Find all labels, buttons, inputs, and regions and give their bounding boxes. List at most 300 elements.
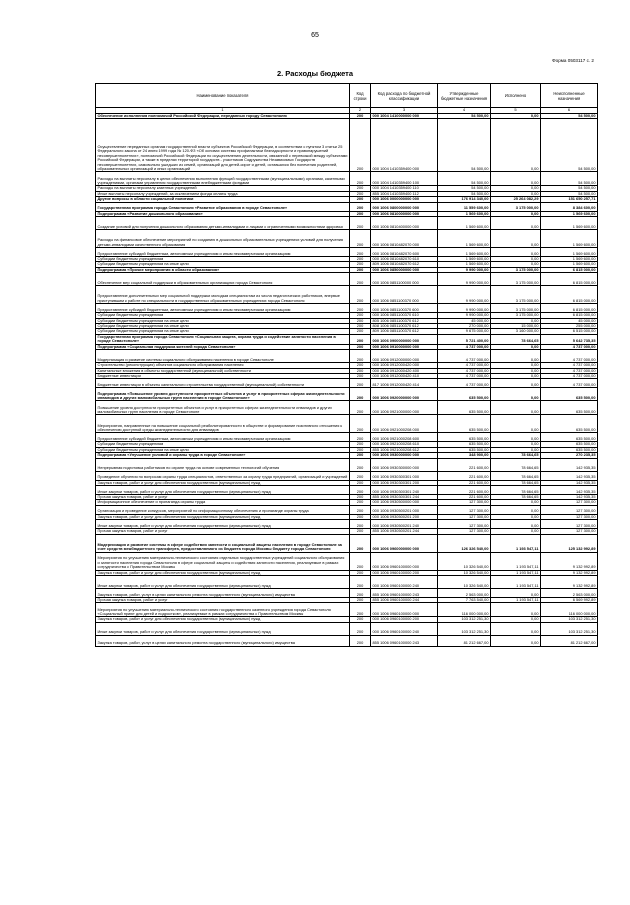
- row-classification: 000 1006 0810482070 610: [371, 257, 438, 262]
- row-executed: 3 175 000,00: [491, 202, 541, 211]
- row-classification: 000 1006 0850000000 000: [371, 267, 438, 272]
- row-code: 200: [350, 114, 371, 119]
- row-name: Государственная программа города Севастополя «Развитие образования в городе Севастополе»: [96, 202, 350, 211]
- row-approved: 4 737 000,00: [438, 373, 491, 378]
- row-classification: 000 1006 0960100000 200: [371, 617, 438, 622]
- row-unexecuted: 127 300,00: [541, 505, 598, 514]
- row-unexecuted: 103 312 251,30: [541, 622, 598, 635]
- row-classification: 000 1006 0810000000 000: [371, 211, 438, 216]
- row-name: Повышение уровня доступности приоритетных объектов и услуг в приоритетных сферах жизнедеятельности инвалидов и других маломобильных групп населения в городе Севастополе: [96, 401, 350, 415]
- row-approved: 10 326 540,00: [438, 552, 491, 570]
- row-unexecuted: 635 500,00: [541, 442, 598, 447]
- row-executed: 0,00: [491, 119, 541, 172]
- row-classification: 000 1006 0912000420 400: [371, 368, 438, 373]
- row-classification: 805 1006 0851100370 612: [371, 318, 438, 323]
- row-name: Мероприятия, направленные на повышение социальной реабилитированности в обществе и формирование позитивного отношения к обеспечению доступной среды жизнедеятельности для инвалидов: [96, 415, 350, 433]
- table-row: [96, 334, 598, 344]
- row-name: Предоставление субсидий бюджетным, автономным учреждениям и иным некоммерческим организациям: [96, 433, 350, 442]
- row-code: 200: [350, 373, 371, 378]
- form-code: Форма 0503117 с. 2: [552, 58, 594, 63]
- row-code: 200: [350, 500, 371, 505]
- row-unexecuted: 9 132 992,89: [541, 552, 598, 570]
- row-approved: 9 990 000,00: [438, 273, 491, 286]
- table-row: [96, 622, 598, 635]
- row-code: 200: [350, 350, 371, 363]
- row-name: Субсидии бюджетным учреждениям на иные цели: [96, 318, 350, 323]
- row-unexecuted: 6 815 000,00: [541, 313, 598, 318]
- row-classification: 000 1006 0920000000 000: [371, 388, 438, 401]
- row-executed: 0,00: [491, 217, 541, 230]
- row-approved: 54 500,00: [438, 119, 491, 172]
- row-unexecuted: 54 500,00: [541, 186, 598, 191]
- row-approved: 1 569 600,00: [438, 217, 491, 230]
- row-approved: 81 212 667,00: [438, 635, 491, 646]
- row-code: 200: [350, 313, 371, 318]
- row-approved: 1 569 600,00: [438, 248, 491, 257]
- row-code: 200: [350, 368, 371, 373]
- row-executed: 25 264 082,29: [491, 197, 541, 202]
- table-row: [96, 401, 598, 415]
- table-row: [96, 505, 598, 514]
- row-classification: 000 1006 0930300301 240: [371, 485, 438, 494]
- row-unexecuted: 1 569 600,00: [541, 211, 598, 216]
- row-classification: 000 1006 0912000420 000: [371, 363, 438, 368]
- row-approved: 4 737 000,00: [438, 344, 491, 349]
- row-approved: 348 900,00: [438, 453, 491, 458]
- row-approved: 54 500,00: [438, 186, 491, 191]
- row-name: Иные закупки товаров, работ и услуг для обеспечения государственных (муниципальных) нужд: [96, 520, 350, 529]
- row-classification: 000 1006 0960100000 200: [371, 570, 438, 575]
- column-number: 3: [371, 108, 438, 114]
- row-name: Закупка товаров, работ и услуг для обеспечения государственных (муниципальных) нужд: [96, 570, 350, 575]
- row-name: Закупка товаров, работ и услуг для обеспечения государственных (муниципальных) нужд: [96, 514, 350, 519]
- row-executed: 78 664,65: [491, 334, 541, 344]
- row-approved: 4 737 000,00: [438, 363, 491, 368]
- row-classification: 000 1004 1410359400 100: [371, 172, 438, 186]
- table-row: [96, 119, 598, 172]
- row-approved: 635 500,00: [438, 447, 491, 452]
- table-row: [96, 248, 598, 257]
- row-approved: 127 300,00: [438, 500, 491, 505]
- row-name: Расходы на выплаты персоналу казенных учреждений: [96, 186, 350, 191]
- header-approved: Утвержденные бюджетные назначения: [438, 84, 491, 108]
- row-classification: 000 1006 0960100000 000: [371, 603, 438, 617]
- row-executed: 0,00: [491, 191, 541, 196]
- row-name: Субсидии бюджетным учреждениям на иные цели: [96, 329, 350, 334]
- row-classification: 000 1006 0810482070 000: [371, 230, 438, 248]
- row-classification: 000 1006 0960000000 000: [371, 534, 438, 552]
- row-executed: 0,00: [491, 433, 541, 442]
- row-unexecuted: 6 815 000,00: [541, 304, 598, 313]
- row-executed: 3 175 000,00: [491, 286, 541, 304]
- row-executed: 78 664,65: [491, 453, 541, 458]
- row-executed: 0,00: [491, 211, 541, 216]
- row-code: 200: [350, 485, 371, 494]
- row-code: 200: [350, 172, 371, 186]
- row-classification: 000 1006 0851100370 000: [371, 286, 438, 304]
- table-row: [96, 433, 598, 442]
- row-executed: 0,00: [491, 368, 541, 373]
- row-executed: 0,00: [491, 529, 541, 534]
- row-executed: 3 175 000,00: [491, 267, 541, 272]
- row-executed: 0,00: [491, 344, 541, 349]
- row-name: Подпрограмма «Улучшение условий и охраны труда в городе Севастополе»: [96, 453, 350, 458]
- row-executed: 0,00: [491, 588, 541, 597]
- row-unexecuted: 4 737 000,00: [541, 350, 598, 363]
- row-unexecuted: 635 500,00: [541, 388, 598, 401]
- row-classification: 855 1006 0930500201 244: [371, 529, 438, 534]
- row-unexecuted: 1 569 600,00: [541, 217, 598, 230]
- table-row: [96, 273, 598, 286]
- row-executed: 78 664,65: [491, 471, 541, 480]
- row-name: Прочая закупка товаров, работ и услуг: [96, 529, 350, 534]
- row-classification: 000 1004 1410359400 000: [371, 119, 438, 172]
- row-classification: 000 1006 0930500201 240: [371, 520, 438, 529]
- row-code: 200: [350, 622, 371, 635]
- row-code: 200: [350, 379, 371, 388]
- table-row: [96, 471, 598, 480]
- row-executed: 1 193 547,11: [491, 597, 541, 602]
- table-row: [96, 415, 598, 433]
- row-name: Создание условий для получения дошкольного образования детьми-инвалидами и лицами с ограниченными возможностями здоровья: [96, 217, 350, 230]
- row-executed: 0,00: [491, 514, 541, 519]
- row-code: 200: [350, 248, 371, 257]
- row-name: Бюджетные инвестиции в объекты капитального строительства государственной (муниципальной) собственности: [96, 379, 350, 388]
- row-classification: 000 1006 0930300301 200: [371, 480, 438, 485]
- row-unexecuted: 4 737 000,00: [541, 368, 598, 373]
- row-name: Строительство (реконструкция) объектов социального обслуживания населения: [96, 363, 350, 368]
- row-unexecuted: 142 935,35: [541, 485, 598, 494]
- row-approved: 127 300,00: [438, 514, 491, 519]
- row-code: 200: [350, 344, 371, 349]
- row-code: 200: [350, 202, 371, 211]
- row-unexecuted: 54 500,00: [541, 114, 598, 119]
- row-approved: 9 990 000,00: [438, 267, 491, 272]
- row-approved: 127 300,00: [438, 505, 491, 514]
- row-approved: 1 569 600,00: [438, 257, 491, 262]
- row-executed: 78 664,65: [491, 480, 541, 485]
- row-code: 200: [350, 520, 371, 529]
- row-unexecuted: 6 815 000,00: [541, 286, 598, 304]
- row-executed: 3 175 000,00: [491, 313, 541, 318]
- header-name: Наименование показателя: [96, 84, 350, 108]
- row-executed: 15 000,00: [491, 324, 541, 329]
- row-code: 200: [350, 447, 371, 452]
- row-approved: 116 000 000,00: [438, 603, 491, 617]
- row-unexecuted: 127 300,00: [541, 529, 598, 534]
- row-unexecuted: 127 300,00: [541, 520, 598, 529]
- row-name: Субсидии бюджетным учреждениям на иные цели: [96, 262, 350, 267]
- row-executed: 0,00: [491, 520, 541, 529]
- row-classification: 000 1006 0930300301 000: [371, 471, 438, 480]
- row-executed: 1 193 547,11: [491, 575, 541, 588]
- row-approved: 127 300,00: [438, 520, 491, 529]
- row-classification: 855 1006 0960100000 244: [371, 597, 438, 602]
- row-approved: 127 300,00: [438, 529, 491, 534]
- row-approved: 635 500,00: [438, 401, 491, 415]
- row-unexecuted: 4 737 000,00: [541, 379, 598, 388]
- row-code: 200: [350, 230, 371, 248]
- row-classification: 855 1006 0921000208 612: [371, 447, 438, 452]
- row-approved: 176 914 340,00: [438, 197, 491, 202]
- row-executed: 0,00: [491, 505, 541, 514]
- row-executed: 0,00: [491, 442, 541, 447]
- section-title: 2. Расходы бюджета: [276, 69, 354, 78]
- row-code: 200: [350, 318, 371, 323]
- row-code: 200: [350, 471, 371, 480]
- row-classification: 000 1004 1410000000 000: [371, 114, 438, 119]
- row-unexecuted: 4 737 000,00: [541, 373, 598, 378]
- row-executed: 1 193 547,11: [491, 570, 541, 575]
- row-code: 200: [350, 257, 371, 262]
- row-name: Обеспечение мер социальной поддержки в образовательных организациях города Севастополя: [96, 273, 350, 286]
- row-name: Организация и проведение конкурсов, мероприятий по информационному обеспечению и пропаганде охраны труда: [96, 505, 350, 514]
- row-unexecuted: 1 569 600,00: [541, 230, 598, 248]
- row-executed: 0,00: [491, 318, 541, 323]
- row-approved: 221 600,00: [438, 485, 491, 494]
- row-code: 200: [350, 603, 371, 617]
- row-name: Предоставление субсидий бюджетным, автономным учреждениям и иным некоммерческим организациям: [96, 304, 350, 313]
- row-classification: 000 1006 0912000000 000: [371, 350, 438, 363]
- table-row: [96, 304, 598, 313]
- row-unexecuted: 103 312 251,30: [541, 617, 598, 622]
- row-unexecuted: 54 500,00: [541, 119, 598, 172]
- row-approved: 635 500,00: [438, 433, 491, 442]
- row-executed: 78 664,65: [491, 494, 541, 499]
- table-row: [96, 588, 598, 597]
- row-unexecuted: 9 132 992,89: [541, 570, 598, 575]
- table-row: [96, 388, 598, 401]
- row-classification: 855 1006 0960100000 243: [371, 588, 438, 597]
- row-classification: 808 1006 0851100370 612: [371, 324, 438, 329]
- row-approved: 635 500,00: [438, 415, 491, 433]
- header-classification: Код расхода по бюджетной классификации: [371, 84, 438, 108]
- row-executed: 0,00: [491, 401, 541, 415]
- row-classification: 000 1006 0900000000 000: [371, 334, 438, 344]
- row-approved: 4 737 000,00: [438, 368, 491, 373]
- table-row: [96, 350, 598, 363]
- column-number: 6: [541, 108, 598, 114]
- row-approved: 103 312 251,30: [438, 622, 491, 635]
- row-name: Иные выплаты персоналу учреждений, за исключением фонда оплаты труда: [96, 191, 350, 196]
- row-approved: 221 600,00: [438, 458, 491, 471]
- row-code: 200: [350, 286, 371, 304]
- row-unexecuted: 125 132 992,89: [541, 534, 598, 552]
- row-name: Непрерывная подготовка работников по охране труда на основе современных технологий обучения: [96, 458, 350, 471]
- row-name: Мероприятия по улучшению материально-технического состояния государственного казенного учреждения города Севастополя «Социальный приют для детей и подростков», реализуемые в рамках сотрудничества с Правительством Москвы: [96, 603, 350, 617]
- row-name: Модернизация и развитие системы социального обслуживания населения в городе Севастополе: [96, 350, 350, 363]
- row-approved: 54 500,00: [438, 191, 491, 196]
- row-unexecuted: 9 132 992,89: [541, 575, 598, 588]
- row-executed: 0,00: [491, 603, 541, 617]
- row-code: 200: [350, 415, 371, 433]
- row-approved: 54 500,00: [438, 172, 491, 186]
- row-name: Расходы на финансовое обеспечение мероприятий по созданию в дошкольных образовательных учреждениях условий для получения детьми-инвалидами качественного образования: [96, 230, 350, 248]
- row-code: 200: [350, 617, 371, 622]
- row-classification: 000 1006 0800000000 000: [371, 202, 438, 211]
- row-executed: 0,00: [491, 257, 541, 262]
- row-executed: 0,00: [491, 373, 541, 378]
- row-unexecuted: 142 935,35: [541, 458, 598, 471]
- row-executed: 3 175 000,00: [491, 273, 541, 286]
- row-code: 200: [350, 267, 371, 272]
- row-executed: 0,00: [491, 114, 541, 119]
- row-code: 200: [350, 363, 371, 368]
- row-name: Прочая закупка товаров, работ и услуг: [96, 597, 350, 602]
- row-approved: 1 569 600,00: [438, 211, 491, 216]
- row-classification: 000 1006 0810400000 000: [371, 217, 438, 230]
- row-name: Подпрограмма «Прочие мероприятия в области образования»: [96, 267, 350, 272]
- header-executed: Исполнено: [491, 84, 541, 108]
- row-name: Подпрограмма «Повышение уровня доступности приоритетных объектов и услуг в приоритетных сферах жизнедеятельности инвалидов и других маломобильных групп населения в городе Севастополе»: [96, 388, 350, 401]
- row-unexecuted: 1 569 600,00: [541, 262, 598, 267]
- table-row: [96, 520, 598, 529]
- row-approved: 126 326 540,00: [438, 534, 491, 552]
- row-code: 200: [350, 388, 371, 401]
- table-row: [96, 202, 598, 211]
- row-code: 200: [350, 588, 371, 597]
- row-unexecuted: 45 000,00: [541, 318, 598, 323]
- row-code: 200: [350, 273, 371, 286]
- row-code: 200: [350, 635, 371, 646]
- table-row: [96, 286, 598, 304]
- row-code: 200: [350, 534, 371, 552]
- row-approved: 45 000,00: [438, 318, 491, 323]
- row-classification: 000 1006 0851100370 610: [371, 313, 438, 318]
- row-code: 200: [350, 442, 371, 447]
- row-approved: 1 569 600,00: [438, 262, 491, 267]
- row-unexecuted: 81 212 667,00: [541, 635, 598, 646]
- row-code: 200: [350, 324, 371, 329]
- row-classification: 000 1006 0930500201 000: [371, 505, 438, 514]
- row-classification: 855 1006 0930300301 244: [371, 494, 438, 499]
- row-approved: 54 500,00: [438, 114, 491, 119]
- row-unexecuted: 8 384 600,00: [541, 202, 598, 211]
- row-executed: 0,00: [491, 388, 541, 401]
- row-code: 200: [350, 119, 371, 172]
- row-unexecuted: 1 569 600,00: [541, 248, 598, 257]
- page-number: 65: [311, 32, 319, 39]
- row-classification: 000 1006 0930300000 000: [371, 458, 438, 471]
- row-unexecuted: 6 815 000,00: [541, 267, 598, 272]
- row-classification: 000 1006 0960100000 240: [371, 622, 438, 635]
- row-unexecuted: 6 815 000,00: [541, 273, 598, 286]
- row-executed: 1 193 547,11: [491, 534, 541, 552]
- row-unexecuted: 127 300,00: [541, 514, 598, 519]
- row-name: Прочая закупка товаров, работ и услуг: [96, 494, 350, 499]
- row-name: Капитальные вложения в объекты государственной (муниципальной) собственности: [96, 368, 350, 373]
- row-classification: 000 1006 0851100000 000: [371, 273, 438, 286]
- row-approved: 7 763 540,00: [438, 597, 491, 602]
- row-name: Субсидии бюджетным учреждениям: [96, 313, 350, 318]
- column-number: 2: [350, 108, 371, 114]
- row-unexecuted: 1 569 600,00: [541, 257, 598, 262]
- row-approved: 9 990 000,00: [438, 304, 491, 313]
- row-unexecuted: 2 563 000,00: [541, 588, 598, 597]
- row-code: 200: [350, 186, 371, 191]
- table-row: [96, 379, 598, 388]
- row-code: 200: [350, 433, 371, 442]
- column-number: 4: [438, 108, 491, 114]
- row-unexecuted: 5 642 735,35: [541, 334, 598, 344]
- table-row: [96, 635, 598, 646]
- row-name: Информационное обеспечение и пропаганда охраны труда: [96, 500, 350, 505]
- row-name: Предоставление дополнительных мер социальной поддержки молодым специалистам из числа педагогических работников, впервые приступившим к работе по специальности в государственных образовательных учреждениях города Севастополя: [96, 286, 350, 304]
- row-unexecuted: 54 500,00: [541, 191, 598, 196]
- row-name: Модернизация и развитие системы в сфере содействия занятости и социальной защиты населения в городе Севастополе за счет средств межбюджетного трансферта, предоставляемого из бюджета города Москвы бюджету города Севастополя: [96, 534, 350, 552]
- row-classification: 000 1006 0921000208 600: [371, 433, 438, 442]
- row-executed: 0,00: [491, 500, 541, 505]
- row-classification: 000 1006 0930500201 200: [371, 514, 438, 519]
- row-code: 200: [350, 217, 371, 230]
- row-approved: 9 990 000,00: [438, 313, 491, 318]
- row-executed: 3 175 000,00: [491, 304, 541, 313]
- row-approved: 9 675 000,00: [438, 329, 491, 334]
- row-approved: 5 721 400,00: [438, 334, 491, 344]
- row-classification: 000 1006 0851100370 600: [371, 304, 438, 313]
- row-unexecuted: 142 935,35: [541, 494, 598, 499]
- row-name: Иные закупки товаров, работ и услуг для обеспечения государственных (муниципальных) нужд: [96, 575, 350, 588]
- row-classification: 000 1006 0912000420 410: [371, 373, 438, 378]
- row-name: Другие вопросы в области социальной политики: [96, 197, 350, 202]
- row-classification: 000 1006 0921000208 000: [371, 415, 438, 433]
- row-executed: 0,00: [491, 635, 541, 646]
- row-code: 200: [350, 453, 371, 458]
- row-classification: 000 1006 0910000000 000: [371, 344, 438, 349]
- row-code: 200: [350, 211, 371, 216]
- row-code: 200: [350, 505, 371, 514]
- row-name: Иные закупки товаров, работ и услуг для обеспечения государственных (муниципальных) нужд: [96, 622, 350, 635]
- row-approved: 103 312 251,30: [438, 617, 491, 622]
- row-classification: 000 1006 0930500000 000: [371, 500, 438, 505]
- row-unexecuted: 4 737 000,00: [541, 344, 598, 349]
- row-name: Осуществление переданных органам государственной власти субъектов Российской Федерации, в соответствии с пунктом 3 статьи 25 Федерального закона от 24 июня 1999 года № 120-ФЗ «Об основах системы профилактики безнадзорности и правонарушений несовершеннолетних», полномочий Российской Федерации по осуществлению деятельности, связанной с перевозкой между субъектами Российской Федерации, а также в пределах территорий государств - участников Содружества Независимых Государств несовершеннолетних, самовольно ушедших из семей, организаций для детей-сирот и детей, оставшихся без попечения родителей, образовательных организаций и иных организаций: [96, 119, 350, 172]
- row-name: Обеспечение исполнения полномочий Российской Федерации, переданных городу Севастополю: [96, 114, 350, 119]
- row-approved: 9 990 000,00: [438, 286, 491, 304]
- row-executed: 0,00: [491, 350, 541, 363]
- row-classification: 000 1006 0930000000 000: [371, 453, 438, 458]
- row-code: 200: [350, 494, 371, 499]
- table-row: [96, 458, 598, 471]
- row-executed: 0,00: [491, 415, 541, 433]
- row-name: Субсидии бюджетным учреждениям: [96, 257, 350, 262]
- row-name: Подпрограмма «Социальная поддержка жителей города Севастополя»: [96, 344, 350, 349]
- row-unexecuted: 54 500,00: [541, 172, 598, 186]
- table-row: [96, 217, 598, 230]
- row-approved: 10 326 540,00: [438, 575, 491, 588]
- row-unexecuted: 635 500,00: [541, 415, 598, 433]
- row-code: 200: [350, 458, 371, 471]
- row-unexecuted: 142 935,35: [541, 471, 598, 480]
- row-name: Государственная программа города Севастополя «Социальная защита, охрана труда и содействие занятости населения в городе Севастополе»: [96, 334, 350, 344]
- row-classification: 817 1006 0912000420 414: [371, 379, 438, 388]
- row-executed: 1 193 547,11: [491, 552, 541, 570]
- row-executed: 0,00: [491, 622, 541, 635]
- row-name: Закупка товаров, работ, услуг в целях капитального ремонта государственного (муниципального) имущества: [96, 588, 350, 597]
- row-code: 200: [350, 304, 371, 313]
- header-code: Код строки: [350, 84, 371, 108]
- row-unexecuted: 6 569 992,89: [541, 597, 598, 602]
- row-classification: 000 1006 0810482070 600: [371, 248, 438, 257]
- row-name: Проведение обучения по вопросам охраны труда специалистов, ответственных за охрану труда предприятий, организаций и учреждений: [96, 471, 350, 480]
- row-executed: 78 664,65: [491, 485, 541, 494]
- header-row: [96, 84, 598, 108]
- row-classification: 000 1006 0960100000 240: [371, 575, 438, 588]
- row-approved: 635 500,00: [438, 388, 491, 401]
- row-code: 200: [350, 401, 371, 415]
- row-code: 200: [350, 334, 371, 344]
- table-row: [96, 603, 598, 617]
